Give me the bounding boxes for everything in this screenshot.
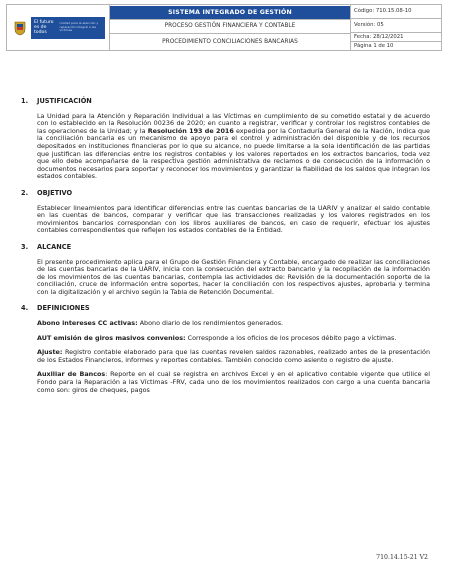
section-heading: OBJETIVO [37,188,73,197]
definition-term: Ajuste: [37,348,63,357]
document-body [21,98,430,394]
section-heading: ALCANCE [37,242,72,251]
system-title: SISTEMA INTEGRADO DE GESTIÓN [110,6,350,19]
title-cell [110,5,351,51]
section-number: 2. [21,188,29,197]
section-heading: JUSTIFICACIÓN [37,97,92,105]
meta-cell [351,5,442,51]
doc-version: Versión: 05 [351,18,441,32]
paragraph-text: La Unidad para la Atención y Reparación Individual a las Víctimas en cumplimiento de su cometido estatal y de acuerdo con lo establecido en la Resolución 00236 de 2020; en cuanto a registrar, verificar y controlar los registros contables de las operaciones de la Unidad; y la [37,111,430,135]
definition-item [37,320,430,328]
section-number: 1. [21,97,29,105]
brand-main-text: El futuro es de todos [34,20,54,35]
section-number: 4. [21,304,29,313]
section-heading: DEFINICIONES [37,304,90,313]
definition-term: Abono intereses CC activas: [37,319,138,328]
definition-text: : Reporte en el cual se registra en archivos Excel y en el aplicativo contable vigente que utilice el Fondo para la Reparación a las Víctimas -FRV, cada uno de los movimientos realizados con cargo a una cuenta bancaria como son: giros de cheques, pagos [37,370,430,394]
process-name: PROCESO GESTIÓN FINANCIERA Y CONTABLE [110,19,350,33]
section-justificacion-text [37,113,430,181]
section-objetivo-text: Establecer lineamientos para identificar diferencias entre las cuentas bancarias de la UARIV y analizar el saldo contable en las cuentas de bancos, comparar y verificar que las transacciones realizadas y los valores registrados en los movimientos bancarios correspondan con los libros auxiliares de bancos, en caso de requerir, efectuar los ajustes contables correspondientes que reflejen los estados contables de la Entidad. [37,203,430,235]
definition-text: Corresponde a los oficios de los procesos débito pago a víctimas. [185,333,397,342]
doc-date: Fecha: 28/12/2021 [351,32,441,41]
document-header [6,4,442,51]
definition-text: Registro contable elaborado para que las cuentas revelen saldos razonables, realizado antes de la presentación de los Estados Financieros, informes y reportes contables. También conocido como asiento o registro de ajuste. [37,348,430,364]
section-objetivo-title [21,190,430,198]
brand-logo [31,17,105,39]
procedure-name: PROCEDIMIENTO CONCILIACIONES BANCARIAS [110,33,350,50]
form-code: 710.14.15-21 V2 [376,554,428,561]
definition-item [37,335,430,343]
brand-sub-text: Unidad para la atención y reparación integral a las víctimas [59,21,99,33]
doc-code: Código: 710.15.08-10 [354,8,412,14]
section-justificacion-title [21,98,430,106]
definition-text: Abono diario de los rendimientos generados. [137,319,284,328]
logo-cell [7,5,110,51]
coat-of-arms-icon [13,20,27,36]
definition-term: Auxiliar de Bancos [37,370,106,379]
paragraph-bold-text: Resolución 193 de 2016 [147,126,234,135]
doc-page: Página 1 de 10 [351,41,441,50]
definition-term: AUT emisión de giros masivos convenios: [37,333,186,342]
section-number: 3. [21,242,29,251]
definition-item [37,371,430,394]
definition-item [37,349,430,364]
paragraph-text: expedida por la Contaduría General de la Nación, indica que la conciliación bancaria es un mecanismo de apoyo para el control y administración del disponible y de los recursos depositados en instituciones financieras por lo que su alcance, no puede limitarse a la sola identificación de las partidas que justifican las diferencias entre los registros contables y los valores reportados en los extractos bancarios, toda vez que ello debe acompañarse de la respectiva gestión administrativa de reclamos o de consecución de la información o documentos necesarios para soportar y reconocer los movimientos y garantizar la fiabilidad de los saldos que integran los estados contables. [37,126,430,181]
section-alcance-title [21,244,430,252]
section-alcance-text: El presente procedimiento aplica para el Grupo de Gestión Financiera y Contable, encargado de realizar las conciliaciones de las cuentas bancarias de la UARIV, inicia con la consecución del extracto bancario y la recopilación de la información de los movimientos de las cuentas bancarias, contempla las actividades de: Revisión de la documentación soporte de la conciliación, cruce de información entre soportes, hacer la conciliación con los respectivos ajustes, aprobarla y termina con la digitalización y el archivo según la Tabla de Retención Documental. [37,257,430,296]
section-definiciones-title [21,305,430,313]
